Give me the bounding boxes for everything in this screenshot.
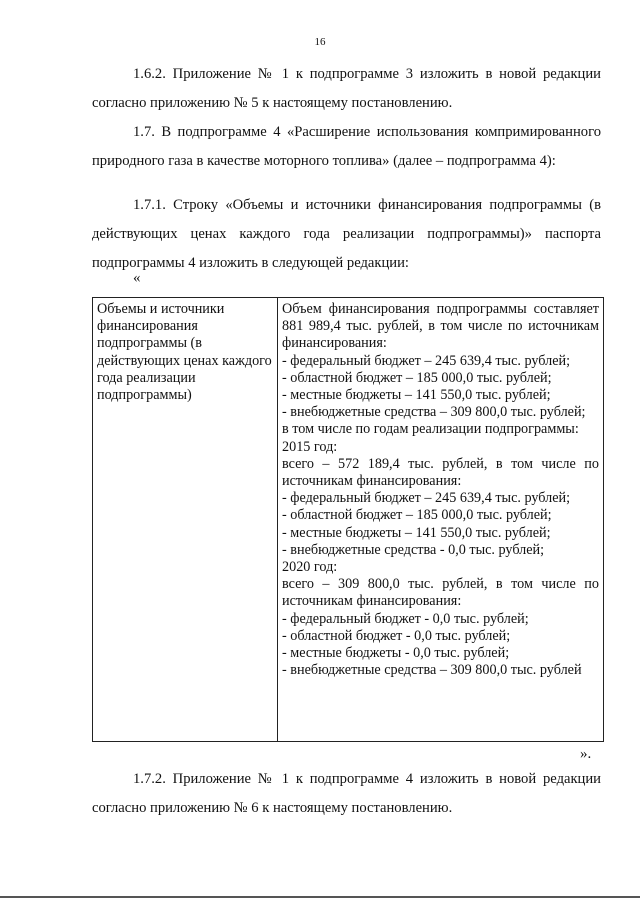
page-number: 16	[314, 36, 326, 48]
cell-line: 2020 год:	[282, 559, 338, 576]
paragraph-1-7-2: 1.7.2. Приложение № 1 к подпрограмме 4 изложить в новой редакции согласно приложению № 6 к настоящему постановлению.	[92, 771, 601, 816]
paragraph-1-6-2: 1.6.2. Приложение № 1 к подпрограмме 3 изложить в новой редакции согласно приложению № 5 к настоящему постановлению.	[92, 66, 601, 111]
cell-line: всего – 309 800,0 тыс. рублей, в том числе по источникам финансирования:	[282, 576, 599, 610]
cell-line: всего – 572 189,4 тыс. рублей, в том числе по источникам финансирования:	[282, 455, 599, 490]
cell-line: - областной бюджет – 185 000,0 тыс. рублей;	[282, 507, 552, 524]
cell-line: - внебюджетные средства – 309 800,0 тыс. рублей;	[282, 404, 586, 421]
cell-line: 2015 год:	[282, 438, 338, 455]
paragraph-1-7: 1.7. В подпрограмме 4 «Расширение использования компримированного природного газа в качестве моторного топлива» (далее – подпрограмма 4):	[92, 124, 601, 169]
cell-line: - местные бюджеты – 141 550,0 тыс. рублей;	[282, 524, 551, 541]
cell-line: - федеральный бюджет – 245 639,4 тыс. рублей;	[282, 352, 571, 369]
cell-line: - местные бюджеты - 0,0 тыс. рублей;	[282, 645, 510, 662]
cell-line: - областной бюджет - 0,0 тыс. рублей;	[282, 627, 511, 644]
table-cell-label: Объемы и источники финансирования подпрограммы (в действующих ценах каждого года реализации подпрограммы)	[93, 298, 278, 742]
cell-line: - внебюджетные средства - 0,0 тыс. рублей;	[282, 541, 545, 558]
cell-line: - федеральный бюджет – 245 639,4 тыс. рублей;	[282, 490, 571, 507]
cell-line: - областной бюджет – 185 000,0 тыс. рублей;	[282, 369, 552, 386]
quote-close: ».	[580, 746, 592, 762]
cell-line: - местные бюджеты – 141 550,0 тыс. рублей;	[282, 387, 551, 404]
cell-line: - федеральный бюджет - 0,0 тыс. рублей;	[282, 610, 529, 627]
table-row	[93, 298, 604, 742]
page-bottom-edge	[0, 896, 640, 898]
table-cell-content	[278, 298, 604, 742]
cell-line: в том числе по годам реализации подпрограммы:	[282, 421, 579, 438]
paragraph-1-7-1: 1.7.1. Строку «Объемы и источники финансирования подпрограммы (в действующих ценах каждого года реализации подпрограммы)» паспорта подпрограммы 4 изложить в следующей редакции:	[92, 197, 601, 271]
passport-table	[92, 297, 604, 742]
cell-line: Объем финансирования подпрограммы составляет 881 989,4 тыс. рублей, в том числе по источникам финансирования:	[282, 301, 599, 352]
cell-line: - внебюджетные средства – 309 800,0 тыс. рублей	[282, 662, 582, 679]
quote-open: «	[133, 270, 141, 286]
